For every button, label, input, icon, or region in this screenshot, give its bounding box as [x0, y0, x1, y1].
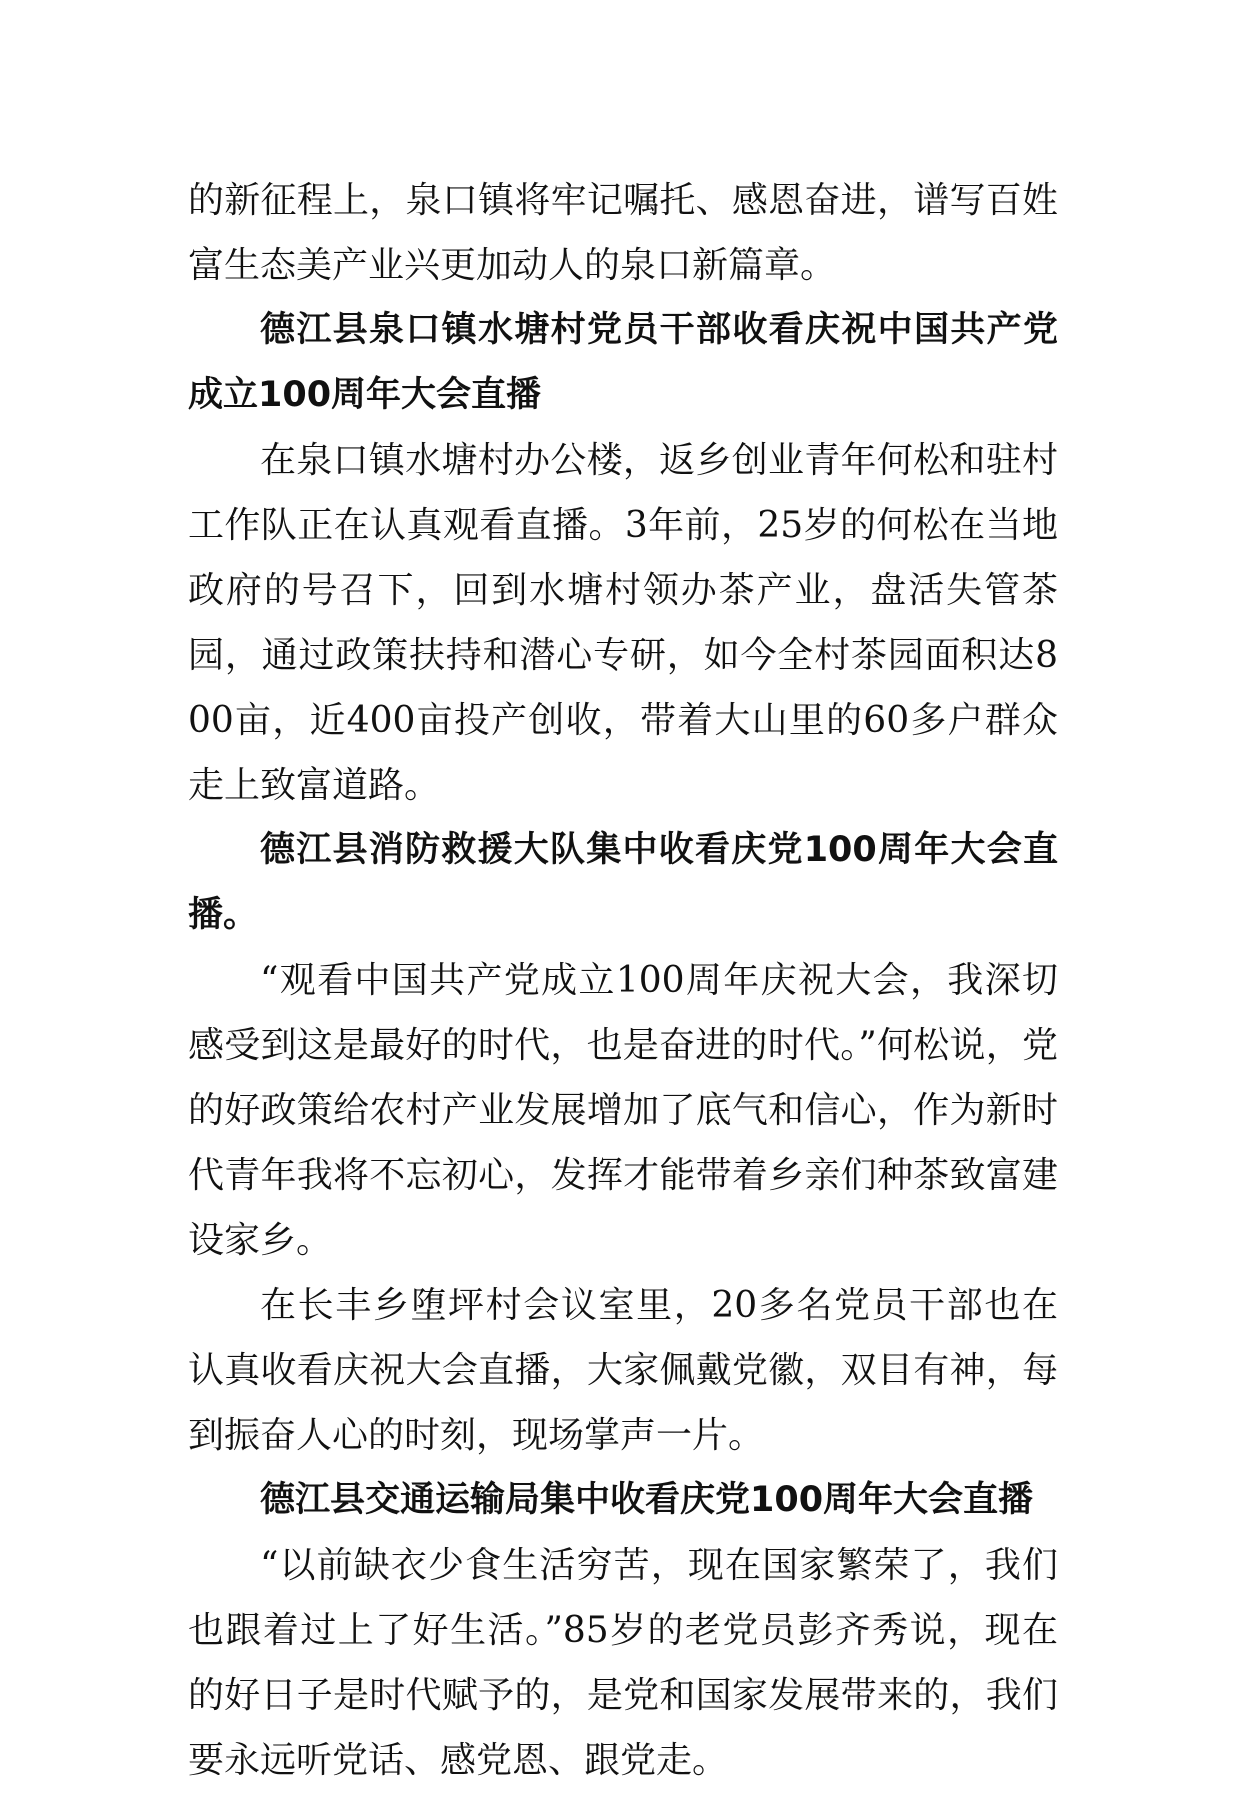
section-heading-fire-brigade: 德江县消防救援大队集中收看庆党100周年大会直播。	[188, 830, 1058, 935]
paragraph-he-song-quote: “观看中国共产党成立100周年庆祝大会，我深切感受到这是最好的时代，也是奋进的时代。”何松说，党的好政策给农村产业发展增加了底气和信心，作为新时代青年我将不忘初心，发挥才能带着乡亲们种茶致富建设家乡。	[188, 960, 1058, 1261]
paragraph-continuation: 的新征程上，泉口镇将牢记嘱托、感恩奋进，谱写百姓富生态美产业兴更加动人的泉口新篇章。	[188, 180, 1058, 286]
section-heading-transport-bureau: 德江县交通运输局集中收看庆党100周年大会直播	[260, 1480, 1034, 1520]
paragraph-peng-qixiu-quote: “以前缺衣少食生活穷苦，现在国家繁荣了，我们也跟着过上了好生活。”85岁的老党员彭齐秀说，现在的好日子是时代赋予的，是党和国家发展带来的，我们要永远听党话、感党恩、跟党走。	[188, 1545, 1058, 1781]
paragraph-changfeng-township: 在长丰乡堕坪村会议室里，20多名党员干部也在认真收看庆祝大会直播，大家佩戴党徽，双目有神，每到振奋人心的时刻，现场掌声一片。	[188, 1285, 1058, 1456]
section-heading-shuitang-village: 德江县泉口镇水塘村党员干部收看庆祝中国共产党成立100周年大会直播	[188, 310, 1058, 415]
document-body	[188, 168, 1058, 1793]
paragraph-he-song-tea: 在泉口镇水塘村办公楼，返乡创业青年何松和驻村工作队正在认真观看直播。3年前，25岁的何松在当地政府的号召下，回到水塘村领办茶产业，盘活失管茶园，通过政策扶持和潜心专研，如今全村茶园面积达800亩，近400亩投产创收，带着大山里的60多户群众走上致富道路。	[188, 440, 1058, 806]
